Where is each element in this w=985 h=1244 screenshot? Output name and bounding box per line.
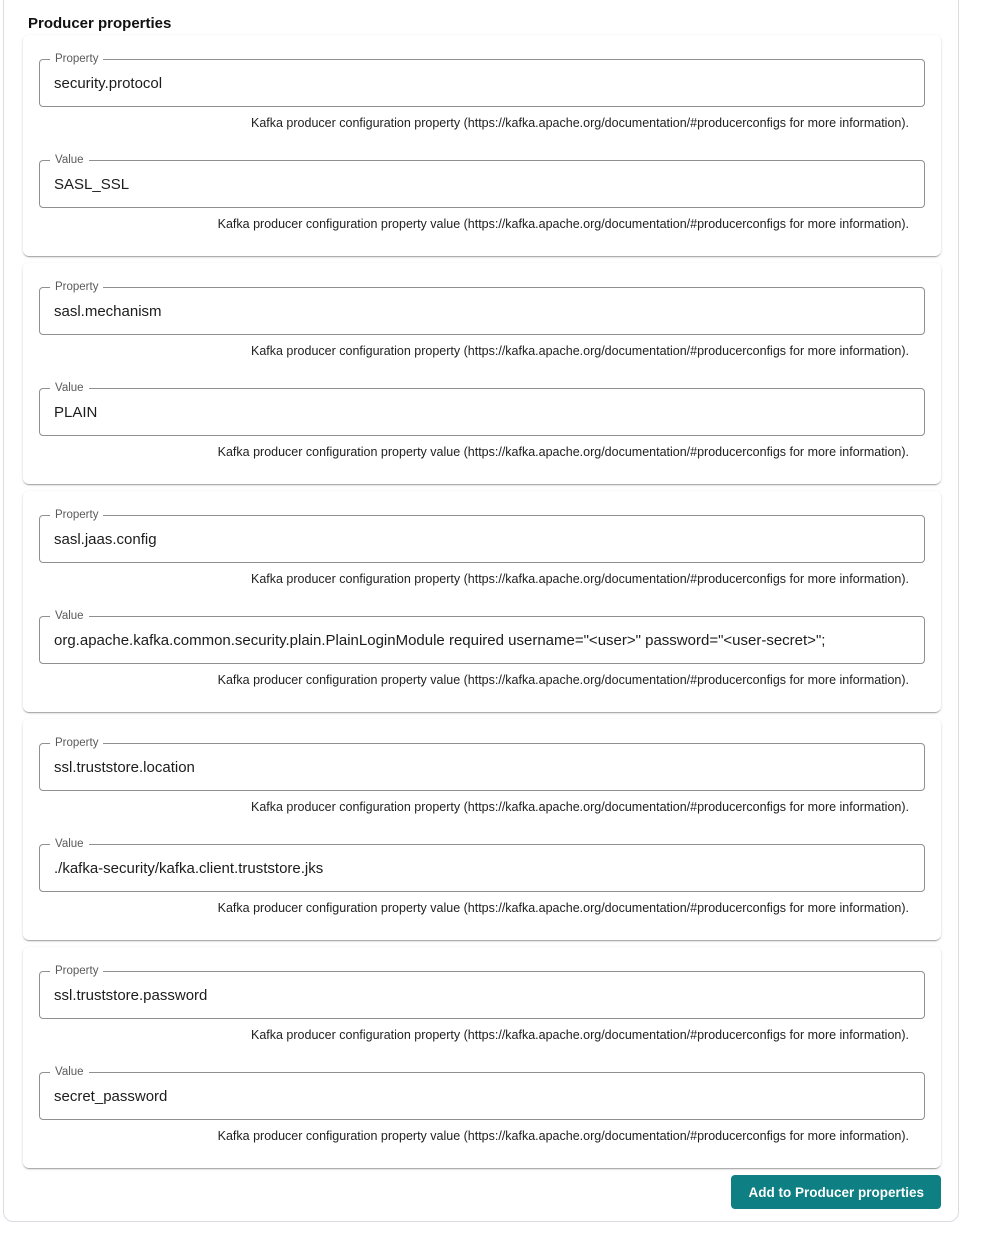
add-to-producer-properties-button[interactable]: Add to Producer properties [731, 1175, 941, 1209]
value-input[interactable] [40, 161, 924, 207]
button-row [23, 1175, 941, 1209]
property-field-label: Property [50, 509, 103, 522]
property-helper-text: Kafka producer configuration property (https://kafka.apache.org/documentation/#producerconfigs for more information). [251, 572, 909, 586]
producer-properties-list [23, 35, 941, 1209]
value-field [39, 1066, 925, 1120]
property-field-label: Property [50, 53, 103, 66]
property-input[interactable] [40, 972, 924, 1018]
producer-property-card [23, 947, 941, 1168]
property-input[interactable] [40, 516, 924, 562]
value-helper-text: Kafka producer configuration property value (https://kafka.apache.org/documentation/#producerconfigs for more information). [217, 901, 909, 915]
property-field [39, 965, 925, 1019]
value-field-label: Value [50, 154, 89, 167]
property-input[interactable] [40, 288, 924, 334]
value-field-label: Value [50, 838, 89, 851]
property-field-label: Property [50, 965, 103, 978]
value-field-label: Value [50, 610, 89, 623]
property-input[interactable] [40, 60, 924, 106]
property-helper-text: Kafka producer configuration property (https://kafka.apache.org/documentation/#producerconfigs for more information). [251, 344, 909, 358]
property-field [39, 737, 925, 791]
value-input[interactable] [40, 617, 924, 663]
property-field-label: Property [50, 281, 103, 294]
property-field-label: Property [50, 737, 103, 750]
value-input[interactable] [40, 389, 924, 435]
page-title: Producer properties [28, 15, 172, 32]
producer-property-card [23, 491, 941, 712]
value-helper-text: Kafka producer configuration property value (https://kafka.apache.org/documentation/#producerconfigs for more information). [217, 445, 909, 459]
property-helper-text: Kafka producer configuration property (https://kafka.apache.org/documentation/#producerconfigs for more information). [251, 1028, 909, 1042]
value-input[interactable] [40, 845, 924, 891]
producer-property-card [23, 719, 941, 940]
property-helper-text: Kafka producer configuration property (https://kafka.apache.org/documentation/#producerconfigs for more information). [251, 116, 909, 130]
producer-property-card [23, 263, 941, 484]
property-helper-text: Kafka producer configuration property (https://kafka.apache.org/documentation/#producerconfigs for more information). [251, 800, 909, 814]
value-field [39, 154, 925, 208]
producer-properties-panel [3, 0, 959, 1222]
property-field [39, 53, 925, 107]
value-field [39, 382, 925, 436]
value-helper-text: Kafka producer configuration property value (https://kafka.apache.org/documentation/#producerconfigs for more information). [217, 1129, 909, 1143]
value-field [39, 610, 925, 664]
producer-property-card [23, 35, 941, 256]
value-helper-text: Kafka producer configuration property value (https://kafka.apache.org/documentation/#producerconfigs for more information). [217, 217, 909, 231]
value-field-label: Value [50, 382, 89, 395]
value-field [39, 838, 925, 892]
property-input[interactable] [40, 744, 924, 790]
value-field-label: Value [50, 1066, 89, 1079]
value-helper-text: Kafka producer configuration property value (https://kafka.apache.org/documentation/#producerconfigs for more information). [217, 673, 909, 687]
property-field [39, 509, 925, 563]
property-field [39, 281, 925, 335]
value-input[interactable] [40, 1073, 924, 1119]
